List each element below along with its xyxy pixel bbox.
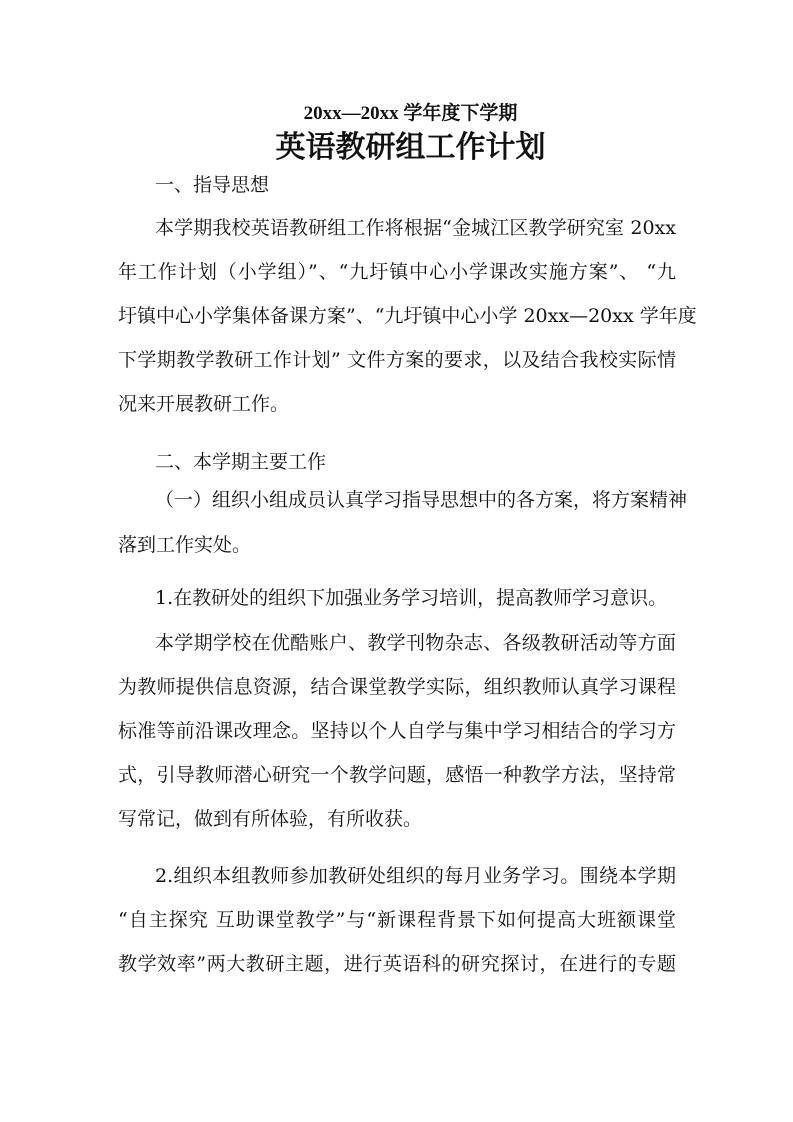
paragraph-line: （一）组织小组成员认真学习指导思想中的各方案，将方案精神 <box>155 489 688 511</box>
document-title: 英语教研组工作计划 <box>275 130 546 165</box>
paragraph-line: 本学期我校英语教研组工作将根据“金城江区教学研究室 20xx <box>155 217 676 239</box>
paragraph-line: 年工作计划（小学组）”、“九圩镇中心小学课改实施方案”、 “九 <box>118 261 676 283</box>
section-heading-main-work: 二、本学期主要工作 <box>155 451 327 473</box>
paragraph-line: 本学期学校在优酷账户、教学刊物杂志、各级教研活动等方面 <box>155 632 676 654</box>
list-item-1: 1.在教研处的组织下加强业务学习培训，提高教师学习意识。 <box>155 587 668 609</box>
paragraph-line: 圩镇中心小学集体备课方案”、“九圩镇中心小学 20xx—20xx 学年度 <box>118 305 697 327</box>
paragraph-line: 标准等前沿课改理念。坚持以个人自学与集中学习相结合的学习方 <box>118 720 676 742</box>
paragraph-line: 式，引导教师潜心研究一个教学问题，感悟一种教学方法，坚持常 <box>118 764 676 786</box>
section-heading-guiding-ideology: 一、指导思想 <box>155 174 270 196</box>
paragraph-line: 况来开展教研工作。 <box>118 393 290 415</box>
paragraph-line: 教学效率”两大教研主题，进行英语科的研究探讨，在进行的专题 <box>118 953 676 975</box>
paragraph-line: 写常记，做到有所体验，有所收获。 <box>118 808 423 830</box>
list-item-2: 2.组织本组教师参加教研处组织的每月业务学习。围绕本学期 <box>155 865 676 887</box>
paragraph-line: 落到工作实处。 <box>118 534 252 556</box>
document-subtitle: 20xx—20xx 学年度下学期 <box>303 103 518 124</box>
paragraph-line: 下学期教学教研工作计划” 文件方案的要求，以及结合我校实际情 <box>118 349 676 371</box>
paragraph-line: 为教师提供信息资源，结合课堂教学实际，组织教师认真学习课程 <box>118 676 676 698</box>
paragraph-line: “自主探究 互助课堂教学”与“新课程背景下如何提高大班额课堂 <box>118 909 676 931</box>
